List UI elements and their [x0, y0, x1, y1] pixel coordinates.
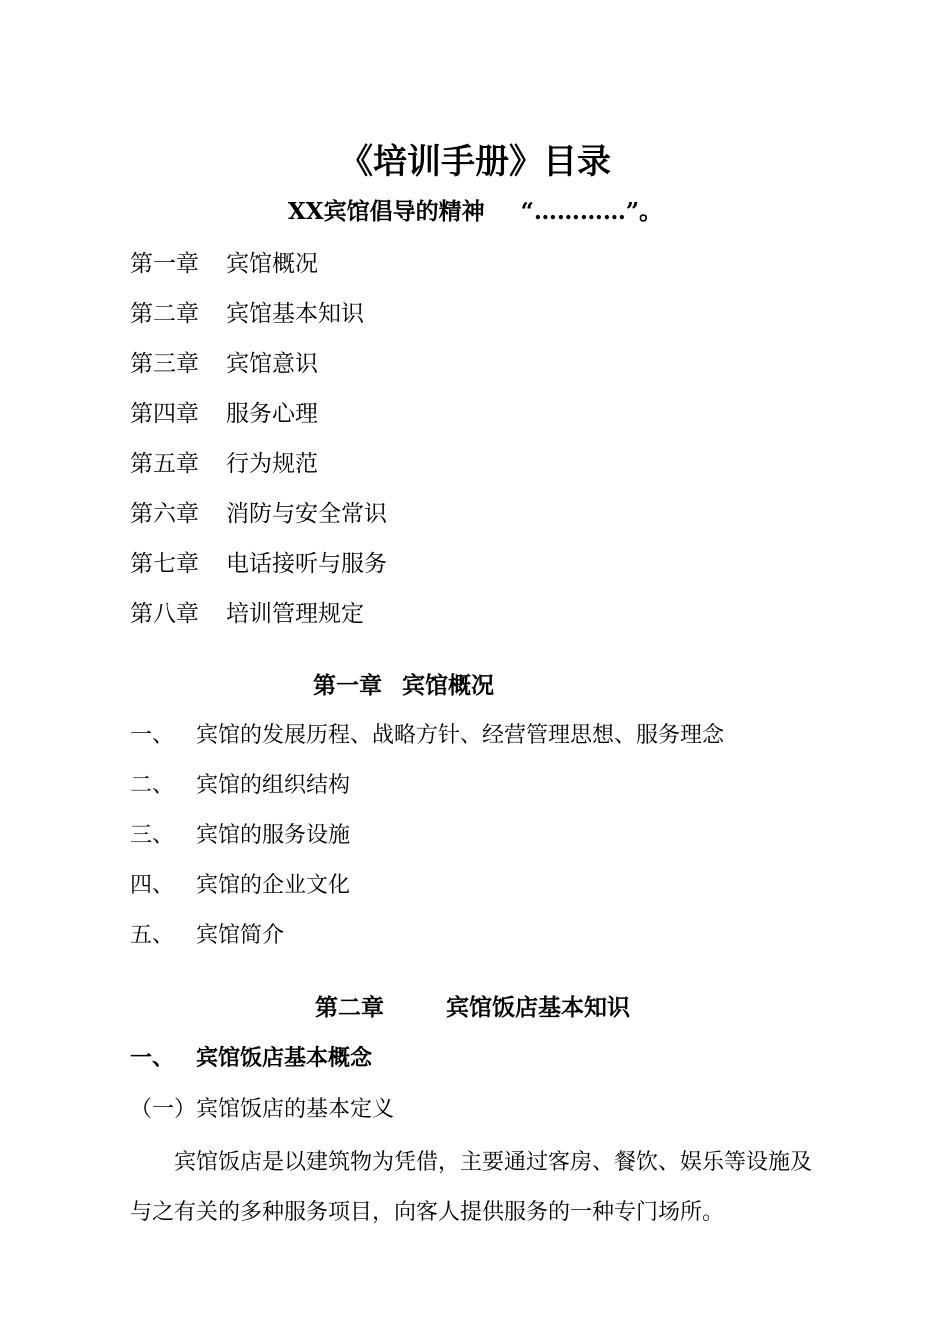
toc-chapter-number: 第一章 [130, 251, 199, 277]
chapter-1-number: 第一章 [313, 673, 382, 699]
document-title: 《培训手册》目录 [339, 142, 611, 182]
section-item [130, 816, 724, 866]
toc-item [130, 244, 387, 294]
section-item [130, 916, 724, 966]
section-number: 五、 [130, 923, 175, 948]
toc-chapter-number: 第八章 [130, 601, 199, 627]
toc-item [130, 544, 387, 594]
toc-chapter-title: 行为规范 [226, 451, 318, 477]
subtitle-spirit: XX宾馆倡导的精神 [287, 198, 485, 225]
toc-chapter-title: 培训管理规定 [226, 601, 364, 627]
toc-chapter-number: 第五章 [130, 451, 199, 477]
chapter-1-section-list [130, 716, 724, 966]
toc-item [130, 444, 387, 494]
section-item [130, 866, 724, 916]
toc-chapter-title: 宾馆基本知识 [226, 301, 364, 327]
section-item [130, 716, 724, 766]
section-title: 宾馆的组织结构 [196, 773, 351, 798]
chapter-2-number: 第二章 [315, 994, 384, 1021]
section-heading [130, 1040, 372, 1078]
section-title: 宾馆的发展历程、战略方针、经营管理思想、服务理念 [196, 723, 725, 748]
toc-chapter-title: 服务心理 [226, 401, 318, 427]
chapter-1-heading [313, 667, 494, 705]
chapter-2-title: 宾馆饭店基本知识 [446, 994, 630, 1021]
section-number: 一、 [130, 723, 175, 748]
section-number: 二、 [130, 773, 175, 798]
subtitle-quote: “…………”。 [520, 198, 663, 225]
toc-chapter-number: 第二章 [130, 301, 199, 327]
subsection-heading: （一）宾馆饭店的基本定义 [130, 1097, 395, 1122]
chapter-2-heading [315, 988, 630, 1028]
toc-item [130, 394, 387, 444]
toc-chapter-number: 第四章 [130, 401, 199, 427]
toc-chapter-number: 第六章 [130, 501, 199, 527]
toc-chapter-title: 宾馆概况 [226, 251, 318, 277]
section-heading-title: 宾馆饭店基本概念 [196, 1046, 373, 1071]
toc-chapter-number: 第三章 [130, 351, 199, 377]
section-title: 宾馆的服务设施 [196, 823, 351, 848]
document-subtitle [0, 195, 950, 229]
table-of-contents [130, 244, 387, 644]
section-title: 宾馆的企业文化 [196, 873, 351, 898]
section-heading-number: 一、 [130, 1046, 175, 1071]
toc-chapter-number: 第七章 [130, 551, 199, 577]
toc-chapter-title: 消防与安全常识 [226, 501, 387, 527]
section-number: 四、 [130, 873, 175, 898]
toc-chapter-title: 电话接听与服务 [226, 551, 387, 577]
toc-item [130, 294, 387, 344]
toc-chapter-title: 宾馆意识 [226, 351, 318, 377]
section-number: 三、 [130, 823, 175, 848]
section-title: 宾馆简介 [196, 923, 285, 948]
toc-item [130, 494, 387, 544]
section-item [130, 766, 724, 816]
chapter-1-title: 宾馆概况 [402, 673, 494, 699]
toc-item [130, 594, 387, 644]
toc-item [130, 344, 387, 394]
body-paragraph: 宾馆饭店是以建筑物为凭借，主要通过客房、餐饮、娱乐等设施及与之有关的多种服务项目，向客人提供服务的一种专门场所。 [130, 1150, 813, 1225]
